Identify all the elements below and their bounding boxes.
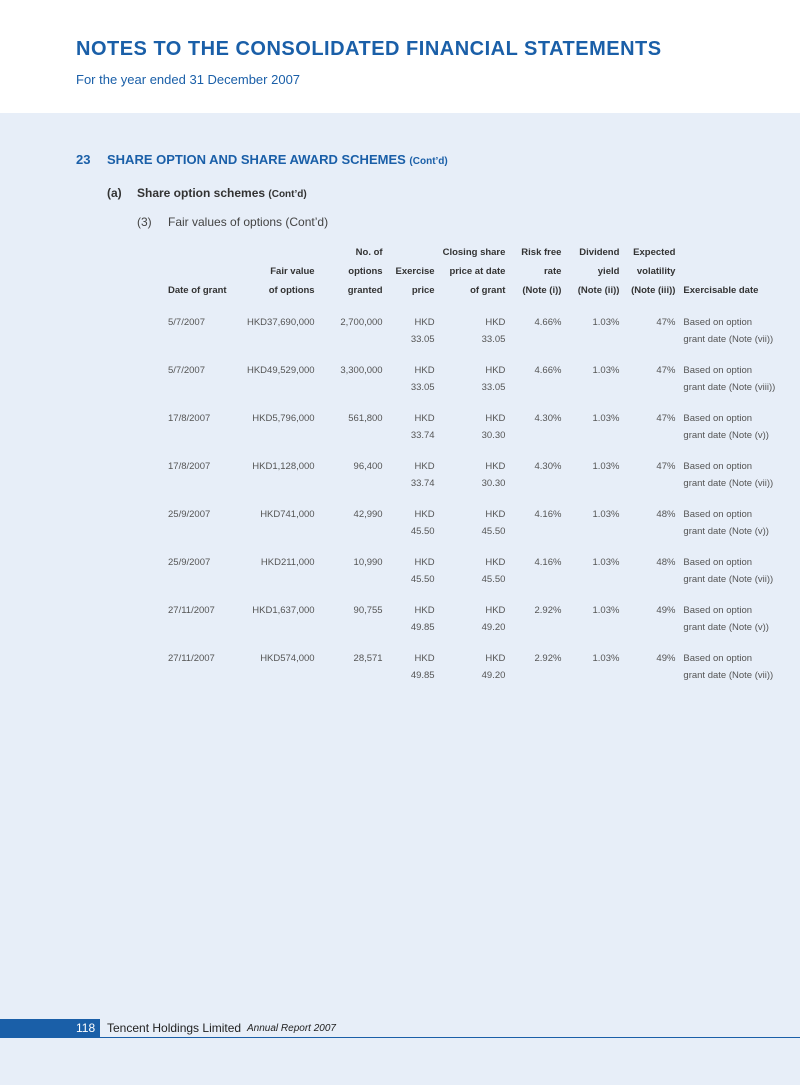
table-cell: 33.05 bbox=[410, 382, 435, 393]
table-row bbox=[164, 540, 779, 571]
table-cell bbox=[231, 619, 319, 636]
table-cell: 47% bbox=[656, 365, 676, 376]
column-header: Dividend bbox=[579, 247, 620, 258]
table-cell: 4.66% bbox=[534, 365, 562, 376]
table-cell: HKD bbox=[414, 413, 435, 424]
table-cell: HKD bbox=[414, 317, 435, 328]
table-body bbox=[164, 300, 779, 684]
table-cell bbox=[231, 427, 319, 444]
table-cell: grant date (Note (v)) bbox=[683, 622, 769, 633]
page-title: NOTES TO THE CONSOLIDATED FINANCIAL STATEMENTS bbox=[76, 38, 662, 60]
table-cell bbox=[319, 571, 387, 588]
table-cell: 4.66% bbox=[534, 317, 562, 328]
table-cell: HKD bbox=[414, 365, 435, 376]
table-cell: 33.74 bbox=[410, 478, 435, 489]
table-cell: HKD37,690,000 bbox=[246, 317, 315, 328]
table-row-continued bbox=[164, 379, 779, 396]
table-cell: 28,571 bbox=[353, 653, 383, 664]
table-cell bbox=[319, 475, 387, 492]
table-cell: 49% bbox=[656, 653, 676, 664]
table-cell bbox=[164, 523, 231, 540]
table-cell: grant date (Note (vii)) bbox=[683, 478, 774, 489]
table-cell: 33.05 bbox=[481, 382, 506, 393]
table-cell: HKD5,796,000 bbox=[252, 413, 315, 424]
table-cell: grant date (Note (vii)) bbox=[683, 574, 774, 585]
table-cell: grant date (Note (vii)) bbox=[683, 670, 774, 681]
table-cell bbox=[623, 523, 679, 540]
column-header: Expected bbox=[633, 247, 676, 258]
table-cell: HKD bbox=[485, 413, 506, 424]
table-cell bbox=[164, 379, 231, 396]
section-cont: (Cont’d) bbox=[409, 156, 448, 167]
table-cell: 47% bbox=[656, 317, 676, 328]
table-cell: 45.50 bbox=[410, 574, 435, 585]
table-cell: 45.50 bbox=[481, 574, 506, 585]
column-header: (Note (iii)) bbox=[631, 285, 676, 296]
table-cell: 1.03% bbox=[592, 509, 620, 520]
company-name: Tencent Holdings Limited bbox=[107, 1021, 242, 1035]
table-cell bbox=[319, 379, 387, 396]
table-cell bbox=[319, 523, 387, 540]
table-cell: HKD bbox=[485, 605, 506, 616]
table-cell: HKD bbox=[485, 365, 506, 376]
column-header: rate bbox=[543, 266, 562, 277]
table-cell bbox=[565, 427, 623, 444]
table-cell: 4.30% bbox=[534, 413, 562, 424]
table-cell bbox=[231, 667, 319, 684]
table-cell bbox=[231, 571, 319, 588]
table-cell: HKD bbox=[485, 653, 506, 664]
column-header bbox=[164, 243, 231, 262]
table-cell bbox=[509, 331, 565, 348]
column-header: Risk free bbox=[521, 247, 562, 258]
page-subtitle: For the year ended 31 December 2007 bbox=[76, 72, 301, 87]
table-cell: 33.05 bbox=[410, 334, 435, 345]
table-cell bbox=[565, 523, 623, 540]
table-row-continued bbox=[164, 619, 779, 636]
table-cell: 30.30 bbox=[481, 478, 506, 489]
footer-rule bbox=[100, 1037, 800, 1038]
table-cell bbox=[164, 667, 231, 684]
table-cell bbox=[164, 571, 231, 588]
table-cell: 49% bbox=[656, 605, 676, 616]
table-cell: grant date (Note (viii)) bbox=[683, 382, 776, 393]
subsection-title: Share option schemes bbox=[137, 186, 266, 200]
column-header: Exercise bbox=[395, 266, 435, 277]
table-cell: Based on option bbox=[683, 653, 753, 664]
subsection-cont: (Cont’d) bbox=[268, 189, 307, 200]
subsection-heading bbox=[137, 186, 307, 200]
table-cell: 30.30 bbox=[481, 430, 506, 441]
table-cell: 25/9/2007 bbox=[168, 557, 211, 568]
table-cell bbox=[623, 331, 679, 348]
table-cell: 42,990 bbox=[353, 509, 383, 520]
table-cell bbox=[231, 523, 319, 540]
header-row bbox=[164, 281, 779, 300]
table-cell: 4.16% bbox=[534, 509, 562, 520]
column-header: yield bbox=[597, 266, 620, 277]
table-cell: 96,400 bbox=[353, 461, 383, 472]
table-cell: 1.03% bbox=[592, 317, 620, 328]
item-title: Fair values of options (Cont’d) bbox=[168, 215, 329, 229]
table-cell: 4.30% bbox=[534, 461, 562, 472]
table-row bbox=[164, 492, 779, 523]
table-row-continued bbox=[164, 523, 779, 540]
table-cell: Based on option bbox=[683, 557, 753, 568]
table-cell bbox=[565, 619, 623, 636]
section-heading bbox=[107, 152, 448, 167]
table-row-continued bbox=[164, 427, 779, 444]
column-header: price bbox=[411, 285, 435, 296]
table-cell: 49.85 bbox=[410, 670, 435, 681]
column-header: Closing share bbox=[442, 247, 506, 258]
column-header: of grant bbox=[470, 285, 506, 296]
page-header bbox=[0, 0, 800, 113]
table-cell: 5/7/2007 bbox=[168, 365, 205, 376]
table-cell bbox=[565, 475, 623, 492]
table-cell bbox=[164, 475, 231, 492]
table-cell bbox=[319, 427, 387, 444]
table-cell: Based on option bbox=[683, 317, 753, 328]
table-cell: Based on option bbox=[683, 413, 753, 424]
subsection-number: (a) bbox=[107, 186, 122, 200]
table-cell: 5/7/2007 bbox=[168, 317, 205, 328]
column-header: granted bbox=[347, 285, 383, 296]
column-header bbox=[679, 243, 779, 262]
table-cell: 1.03% bbox=[592, 605, 620, 616]
table-cell bbox=[509, 667, 565, 684]
table-cell bbox=[509, 379, 565, 396]
table-row-continued bbox=[164, 331, 779, 348]
table-cell: 45.50 bbox=[481, 526, 506, 537]
table-cell bbox=[319, 619, 387, 636]
table-cell: 10,990 bbox=[353, 557, 383, 568]
section-number: 23 bbox=[76, 152, 91, 167]
table-row-continued bbox=[164, 571, 779, 588]
table-row bbox=[164, 396, 779, 427]
table-cell: HKD211,000 bbox=[260, 557, 315, 568]
report-name: Annual Report 2007 bbox=[247, 1023, 336, 1034]
table-cell bbox=[623, 571, 679, 588]
table-cell: 4.16% bbox=[534, 557, 562, 568]
table-cell: 48% bbox=[656, 557, 676, 568]
table-cell: grant date (Note (v)) bbox=[683, 526, 769, 537]
table-cell bbox=[164, 427, 231, 444]
table-cell: 27/11/2007 bbox=[168, 653, 215, 664]
table-cell: 1.03% bbox=[592, 365, 620, 376]
table-cell: 1.03% bbox=[592, 557, 620, 568]
column-header: Date of grant bbox=[168, 285, 227, 296]
table-cell bbox=[565, 571, 623, 588]
column-header bbox=[679, 262, 779, 281]
table-row-continued bbox=[164, 475, 779, 492]
table-cell: 17/8/2007 bbox=[168, 461, 211, 472]
table-cell: 561,800 bbox=[348, 413, 383, 424]
table-cell: HKD741,000 bbox=[260, 509, 315, 520]
table-cell: 49.85 bbox=[410, 622, 435, 633]
table-row-continued bbox=[164, 667, 779, 684]
table-cell bbox=[623, 619, 679, 636]
table-cell bbox=[319, 667, 387, 684]
table-cell bbox=[509, 475, 565, 492]
table-cell: 27/11/2007 bbox=[168, 605, 215, 616]
table-cell: HKD bbox=[414, 461, 435, 472]
table-cell: 1.03% bbox=[592, 653, 620, 664]
column-header: of options bbox=[268, 285, 315, 296]
table-cell bbox=[623, 427, 679, 444]
column-header: No. of bbox=[355, 247, 383, 258]
section-title: SHARE OPTION AND SHARE AWARD SCHEMES bbox=[107, 152, 406, 167]
column-header: price at date bbox=[449, 266, 506, 277]
table-cell: 25/9/2007 bbox=[168, 509, 211, 520]
table-cell: Based on option bbox=[683, 365, 753, 376]
table-row bbox=[164, 444, 779, 475]
table-cell: grant date (Note (v)) bbox=[683, 430, 769, 441]
column-header: Fair value bbox=[270, 266, 315, 277]
table-cell bbox=[565, 667, 623, 684]
table-row bbox=[164, 636, 779, 667]
table-cell bbox=[623, 379, 679, 396]
column-header: (Note (i)) bbox=[522, 285, 562, 296]
table-cell: HKD bbox=[414, 557, 435, 568]
table-cell bbox=[623, 475, 679, 492]
table-cell: HKD bbox=[485, 557, 506, 568]
table-cell: HKD bbox=[485, 317, 506, 328]
table-cell bbox=[164, 619, 231, 636]
table-cell: 48% bbox=[656, 509, 676, 520]
table-cell bbox=[231, 475, 319, 492]
table-header bbox=[164, 243, 779, 300]
table-cell: 17/8/2007 bbox=[168, 413, 211, 424]
table-cell: 47% bbox=[656, 461, 676, 472]
table-cell: HKD bbox=[485, 461, 506, 472]
table-cell bbox=[565, 379, 623, 396]
table-cell: HKD bbox=[485, 509, 506, 520]
table-cell: Based on option bbox=[683, 605, 753, 616]
table-cell: HKD bbox=[414, 653, 435, 664]
column-header bbox=[387, 243, 439, 262]
column-header: Exercisable date bbox=[683, 285, 759, 296]
table-cell: HKD1,128,000 bbox=[252, 461, 315, 472]
table-cell bbox=[164, 331, 231, 348]
table-row bbox=[164, 348, 779, 379]
column-header: (Note (ii)) bbox=[577, 285, 620, 296]
table-cell: 49.20 bbox=[481, 670, 506, 681]
table-cell bbox=[509, 427, 565, 444]
table-cell: 47% bbox=[656, 413, 676, 424]
table-cell: grant date (Note (vii)) bbox=[683, 334, 774, 345]
table-cell: 1.03% bbox=[592, 461, 620, 472]
header-row bbox=[164, 262, 779, 281]
header-row bbox=[164, 243, 779, 262]
table-row bbox=[164, 300, 779, 331]
table-cell bbox=[509, 523, 565, 540]
table-cell bbox=[231, 379, 319, 396]
table-cell: Based on option bbox=[683, 461, 753, 472]
table-cell: 3,300,000 bbox=[340, 365, 383, 376]
table-cell: 45.50 bbox=[410, 526, 435, 537]
table-cell: HKD49,529,000 bbox=[246, 365, 315, 376]
table-cell: HKD574,000 bbox=[260, 653, 315, 664]
table-cell: 90,755 bbox=[353, 605, 383, 616]
table-cell: Based on option bbox=[683, 509, 753, 520]
column-header: volatility bbox=[636, 266, 676, 277]
column-header bbox=[231, 243, 319, 262]
table-cell bbox=[319, 331, 387, 348]
table-row bbox=[164, 588, 779, 619]
fair-value-table bbox=[164, 243, 779, 684]
table-cell bbox=[509, 571, 565, 588]
table-cell: 2.92% bbox=[534, 653, 562, 664]
table-cell bbox=[623, 667, 679, 684]
column-header: options bbox=[348, 266, 383, 277]
table-cell: 33.74 bbox=[410, 430, 435, 441]
page-number: 118 bbox=[76, 1021, 96, 1035]
table-cell: 1.03% bbox=[592, 413, 620, 424]
item-number: (3) bbox=[137, 215, 152, 229]
column-header bbox=[164, 262, 231, 281]
table-cell bbox=[565, 331, 623, 348]
table-cell: 2,700,000 bbox=[340, 317, 383, 328]
table-cell: 49.20 bbox=[481, 622, 506, 633]
table-cell: 33.05 bbox=[481, 334, 506, 345]
table-cell: HKD1,637,000 bbox=[252, 605, 315, 616]
table-cell: 2.92% bbox=[534, 605, 562, 616]
table-cell: HKD bbox=[414, 605, 435, 616]
table-cell bbox=[509, 619, 565, 636]
table-cell: HKD bbox=[414, 509, 435, 520]
table-cell bbox=[231, 331, 319, 348]
